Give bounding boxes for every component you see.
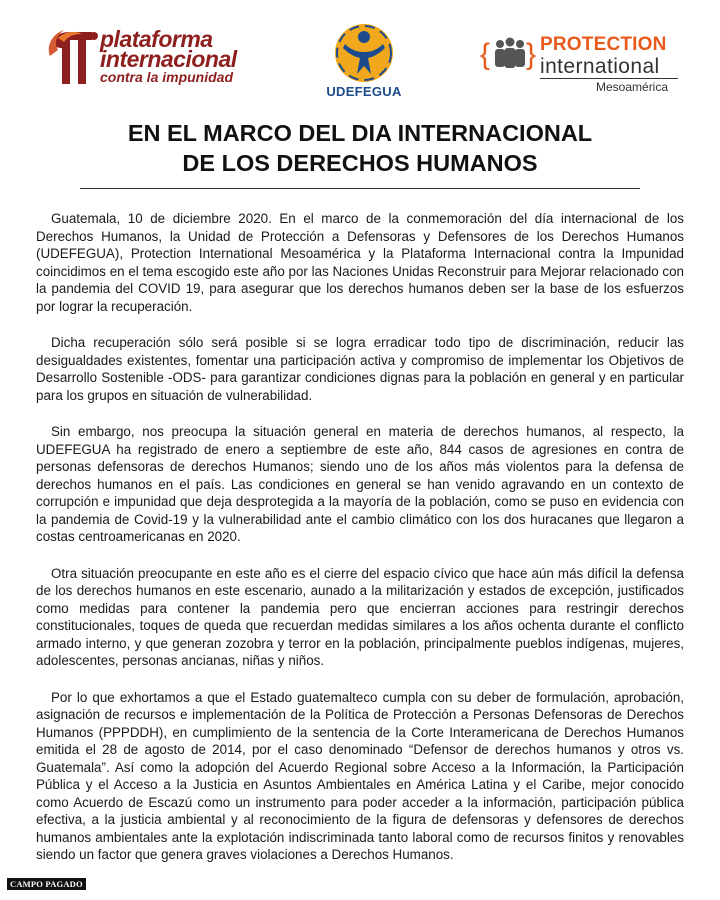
paragraph-5: Por lo que exhortamos a que el Estado guatemalteco cumpla con su deber de formulación, aprobación, asignación de recursos e implementación de la Política de Protección a Personas Defensoras de Derechos Humanos (PPPDDH), en cumplimiento de la sentencia de la Corte Interamericana de Derechos Humanos emitida el 28 de agosto de 2014, por el caso denominado “Defensor de derechos humanos y otros vs. Guatemala”. Así como la adopción del Acuerdo Regional sobre Acceso a la Información, la Participación Pública y el Acceso a la Justicia en Asuntos Ambientales en América Latina y el Caribe, mejor conocido como Acuerdo de Escazú como un instrumento para poder acceder a la información, participación pública efectiva, a la justicia ambiental y al reconocimiento de la figura de defensoras y defensores de derechos humanos ambientales ante la explotación indiscriminada tanto laboral como de recursos finitos y renovables siendo un factor que genera graves violaciones a Derechos Humanos. (36, 689, 684, 862)
people-group-icon (480, 34, 536, 78)
paid-advertisement-label: CAMPO PAGADO (7, 878, 86, 890)
title-line-1: EN EL MARCO DEL DIA INTERNACIONAL (127, 120, 593, 146)
paragraph-4: Otra situación preocupante en este año es el cierre del espacio cívico que hace aún más difícil la defensa de los derechos humanos en este escenario, aunado a la militarización y estados de excepción, justificados como medidas para contener la pandemia pero que encierran acciones para restringir derechos constitucionales, toques de queda que recuerdan medidas similares a los años ochenta durante el conflicto armado interno, y que generan zozobra y terror en la población, principalmente pueblos indígenas, mujeres, adolescentes, personas ancianas, niñas y niños. (36, 565, 684, 668)
udefegua-emblem-icon (333, 22, 395, 84)
paragraph-1: Guatemala, 10 de diciembre 2020. En el marco de la conmemoración del día internacional de los Derechos Humanos, la Unidad de Protección a Defensoras y Defensores de los Derechos Humanos (UDEFEGUA), Protection International Mesoamérica y la Plataforma Internacional contra la Impunidad coincidimos en el tema escogido este año por las Naciones Unidas Reconstruir para Mejorar relacionado con la pandemia del COVID 19, para asegurar que los derechos humanos deben ser la base de los esfuerzos por lograr la recuperación. (36, 211, 684, 314)
protection-logo-region: Mesoamérica (596, 80, 669, 94)
svg-text:{: { (480, 38, 491, 71)
paragraph-2: Dicha recuperación sólo será posible si se logra erradicar todo tipo de discriminación, reducir las desigualdades existentes, fomentar una participación activa y compromiso de implementar los Objetivos de Desarrollo Sostenible -ODS- para garantizar condiciones dignas para la población en general y en particular para los grupos en situación de vulnerabilidad. (36, 335, 684, 403)
svg-text:}: } (526, 38, 536, 71)
plataforma-logo-line1: plataforma (100, 26, 213, 52)
plataforma-logo-line3: contra la impunidad (100, 69, 234, 85)
protection-logo-divider (540, 78, 678, 79)
title-divider (80, 188, 640, 189)
article-body (36, 210, 684, 883)
udefegua-logo (316, 22, 412, 104)
title-line-2: DE LOS DERECHOS HUMANOS (182, 150, 538, 176)
protection-logo-line1: PROTECTION (540, 34, 667, 55)
page-title (0, 118, 720, 178)
udefegua-logo-text: UDEFEGUA (326, 84, 402, 99)
plataforma-logo-line2: internacional (100, 46, 237, 72)
protection-logo-line2: international (540, 55, 660, 78)
logos-header (0, 0, 720, 108)
protection-international-logo (480, 30, 680, 96)
plataforma-internacional-logo (44, 26, 237, 88)
pi-logo-icon (44, 26, 102, 88)
paragraph-3: Sin embargo, nos preocupa la situación general en materia de derechos humanos, al respecto, la UDEFEGUA ha registrado de enero a septiembre de este año, 844 casos de agresiones en contra de personas defensoras de derechos Humanos; siendo uno de los años más violentos para la defensa de derechos humanos en el país. Las condiciones en general se han venido agravando en un contexto de corrupción e impunidad que deja desprotegida a la mayoría de la población, como se puso en evidencia con la pandemia de Covid-19 y la vulnerabilidad ante el cambio climático con los dos huracanes que llegaron a costas centroamericanas en 2020. (36, 424, 684, 544)
